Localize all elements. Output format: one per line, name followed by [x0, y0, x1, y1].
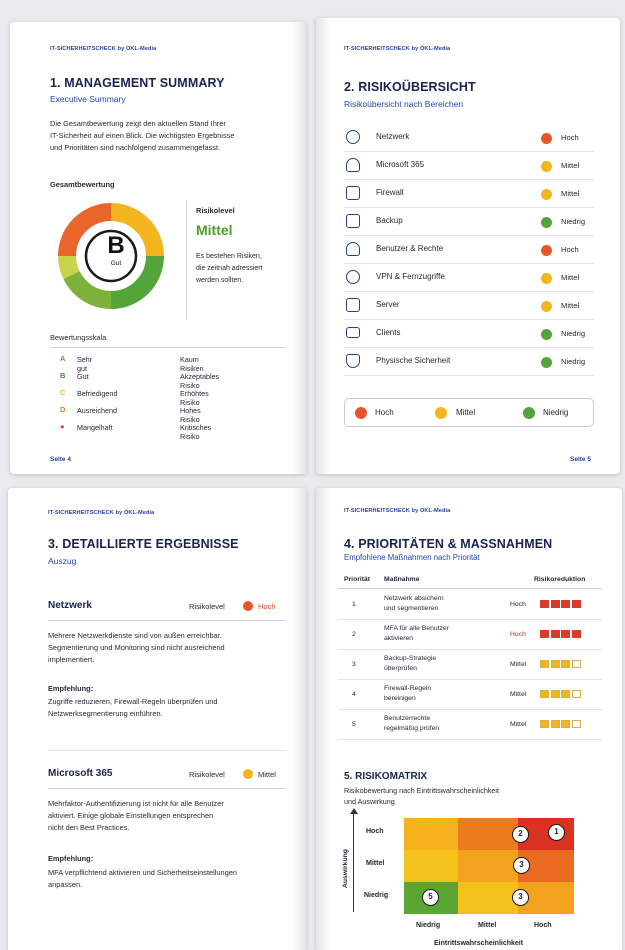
page-number: Seite 4 — [50, 456, 71, 463]
grade-text: Gut — [110, 260, 122, 267]
reduction-bars — [540, 690, 582, 700]
section-risk-label: Risikolevel — [189, 602, 225, 611]
risk-row-vpn: VPN & Fernzugriffe Mittel — [344, 264, 594, 292]
section-risk-value: Mittel — [258, 770, 276, 779]
section-text: Mehrfaktor-Authentifizierung ist nicht für alle Benutzer aktiviert. Einige globale Einstellungen entsprechen nicht den Best Practices. — [48, 799, 224, 832]
matrix-cell — [404, 850, 458, 882]
matrix-badge: 1 — [548, 824, 565, 841]
risk-row-benutzer: Benutzer & Rechte Hoch — [344, 236, 594, 264]
page-subtitle: Risikoübersicht nach Bereichen — [344, 99, 464, 109]
risk-row-server: Server Mittel — [344, 292, 594, 320]
page-management-summary: IT-SICHERHEITSCHECK by OKL-Media 1. MANAGEMENT SUMMARY Executive Summary Die Gesamtbewertung zeigt den aktuellen Stand Ihrer IT-Sicherheit auf einen Blick. Die wichtigsten Ergebnisse und Prioritäten sind nachfolgend zusammengefasst. Gesamtbewertung B Gut Risikolevel Mittel Es bestehen Risiken, die zeitnah adressiert werden sollten. Bewertungsskala A Sehr gut Kaum Risiken B Gut Akzeptables Risiko C Befriedigend Erhöhtes Risiko D Ausreichend Hohes Risiko ● Mangelhaft Kritisches Risiko Seite 4 — [10, 22, 306, 474]
page-spine-shadow — [292, 488, 306, 950]
divider — [48, 750, 286, 751]
x-axis-label: Eintrittswahrscheinlichkeit — [434, 940, 524, 947]
matrix-cell — [458, 850, 518, 882]
risk-dot — [541, 357, 552, 368]
page-title: 3. DETAILLIERTE ERGEBNISSE — [48, 537, 239, 551]
scale-label: Bewertungsskala — [50, 333, 107, 342]
page-spine-shadow — [316, 488, 330, 950]
client-icon — [346, 327, 360, 338]
risk-level-value: Mittel — [196, 222, 233, 238]
page-header-brand: IT-SICHERHEITSCHECK by OKL-Media — [344, 46, 451, 52]
page-header-brand: IT-SICHERHEITSCHECK by OKL-Media — [50, 46, 157, 52]
row-label-medium: Mittel — [366, 860, 385, 867]
risk-dot — [243, 769, 253, 779]
legend-dot-high — [355, 407, 367, 419]
risk-row-firewall: Firewall Mittel — [344, 180, 594, 208]
arrow-up-icon — [350, 808, 358, 814]
page-subtitle: Auszug — [48, 556, 77, 566]
recommendation-label: Empfehlung: — [48, 684, 94, 693]
firewall-icon — [346, 186, 360, 200]
measure-row-4: 4 Firewall-Regeln bereinigen Mittel — [338, 680, 602, 710]
legend-dot-medium — [435, 407, 447, 419]
divider — [186, 200, 187, 320]
section-text: Mehrere Netzwerkdienste sind von außen erreichbar. Segmentierung und Monitoring sind nicht ausreichend implementiert. — [48, 631, 225, 664]
reduction-bars — [540, 600, 582, 610]
col-label-low: Niedrig — [416, 922, 441, 929]
recommendation-text: MFA verpflichtend aktivieren und Sicherheitseinstellungen anpassen. — [48, 868, 237, 889]
page-title: 4. PRIORITÄTEN & MASSNAHMEN — [344, 537, 553, 551]
risk-note: Es bestehen Risiken, die zeitnah adressiert werden sollten. — [196, 253, 263, 284]
recommendation-text: Zugriffe reduzieren, Firewall-Regeln überprüfen und Netzwerksegmentierung einführen. — [48, 697, 218, 718]
matrix-cell — [458, 882, 518, 914]
risk-row-m365: Microsoft 365 Mittel — [344, 152, 594, 180]
matrix-cell — [404, 818, 458, 850]
page-header-brand: IT-SICHERHEITSCHECK by OKL-Media — [48, 510, 155, 516]
matrix-badge: 3 — [512, 889, 529, 906]
risk-dot — [541, 217, 552, 228]
risk-row-clients: Clients Niedrig — [344, 320, 594, 348]
page-spine-shadow — [292, 22, 306, 474]
measure-row-2: 2 MFA für alle Benutzer aktivieren Hoch — [338, 620, 602, 650]
risk-level-label: Risikolevel — [196, 206, 235, 215]
risk-dot — [243, 601, 253, 611]
measure-row-5: 5 Benutzerrechte regelmäßig prüfen Mittel — [338, 710, 602, 740]
reduction-bars — [540, 720, 582, 730]
divider — [48, 788, 286, 789]
risk-dot — [541, 189, 552, 200]
donut-segment-lime — [67, 256, 72, 275]
page-subtitle: Executive Summary — [50, 94, 126, 104]
divider — [48, 620, 286, 621]
risk-dot — [541, 273, 552, 284]
page-priorities-matrix — [316, 488, 622, 950]
col-reduction: Risikoreduktion — [534, 576, 586, 583]
recommendation-label: Empfehlung: — [48, 854, 94, 863]
section-title-netzwerk: Netzwerk — [48, 600, 92, 611]
measure-row-1: 1 Netzwerk absichern und segmentieren Hoch — [338, 590, 602, 620]
risk-row-backup: Backup Niedrig — [344, 208, 594, 236]
reduction-bars — [540, 630, 582, 640]
col-label-high: Hoch — [534, 922, 552, 929]
page-risk-overview — [316, 18, 620, 474]
page-detailed-results — [8, 488, 306, 950]
legend-dot-low — [523, 407, 535, 419]
page-title: 1. MANAGEMENT SUMMARY — [50, 76, 225, 90]
page-subtitle: Empfohlene Maßnahmen nach Priorität — [344, 553, 480, 562]
row-label-low: Niedrig — [364, 892, 389, 899]
section-risk-value: Hoch — [258, 602, 276, 611]
matrix-badge: 2 — [512, 826, 529, 843]
matrix-badge: 3 — [513, 857, 530, 874]
risk-row-netzwerk: Netzwerk Hoch — [344, 124, 594, 152]
risk-legend: Hoch Mittel Niedrig — [344, 398, 594, 427]
section-title-m365: Microsoft 365 — [48, 768, 113, 779]
page-header-brand: IT-SICHERHEITSCHECK by OKL-Media — [344, 508, 451, 514]
col-measure: Maßnahme — [384, 576, 420, 583]
matrix-subtitle: Risikobewertung nach Eintrittswahrscheinlichkeit und Auswirkung — [344, 786, 500, 806]
matrix-title: 5. RISIKOMATRIX — [344, 771, 428, 782]
reduction-bars — [540, 660, 582, 670]
users-icon — [346, 242, 360, 256]
y-axis-label: Auswirkung — [342, 849, 349, 888]
network-icon — [346, 130, 360, 144]
col-label-medium: Mittel — [478, 922, 497, 929]
grade-letter: B — [107, 232, 125, 259]
row-label-high: Hoch — [366, 828, 384, 835]
server-icon — [346, 298, 360, 312]
risk-dot — [541, 161, 552, 172]
backup-icon — [346, 214, 360, 228]
matrix-cell — [458, 818, 518, 850]
risk-dot — [541, 301, 552, 312]
risk-dot — [541, 329, 552, 340]
vpn-icon — [346, 270, 360, 284]
risk-dot — [541, 133, 552, 144]
intro-text: Die Gesamtbewertung zeigt den aktuellen Stand Ihrer IT-Sicherheit auf einen Blick. Die wichtigsten Ergebnisse und Prioritäten sind nachfolgend zusammengefasst. — [50, 119, 235, 152]
matrix-badge: 5 — [422, 889, 439, 906]
risk-row-physisch: Physische Sicherheit Niedrig — [344, 348, 594, 376]
overall-label: Gesamtbewertung — [50, 180, 115, 189]
page-title: 2. RISIKOÜBERSICHT — [344, 80, 476, 94]
cloud-icon — [346, 158, 360, 172]
divider — [338, 588, 602, 589]
page-spine-shadow — [316, 18, 330, 474]
page-number: Seite 5 — [570, 456, 591, 463]
shield-icon — [346, 354, 360, 368]
section-risk-label: Risikolevel — [189, 770, 225, 779]
col-priority: Priorität — [344, 576, 371, 583]
y-axis-arrow — [353, 810, 354, 912]
measure-row-3: 3 Backup-Strategie überprüfen Mittel — [338, 650, 602, 680]
risk-dot — [541, 245, 552, 256]
